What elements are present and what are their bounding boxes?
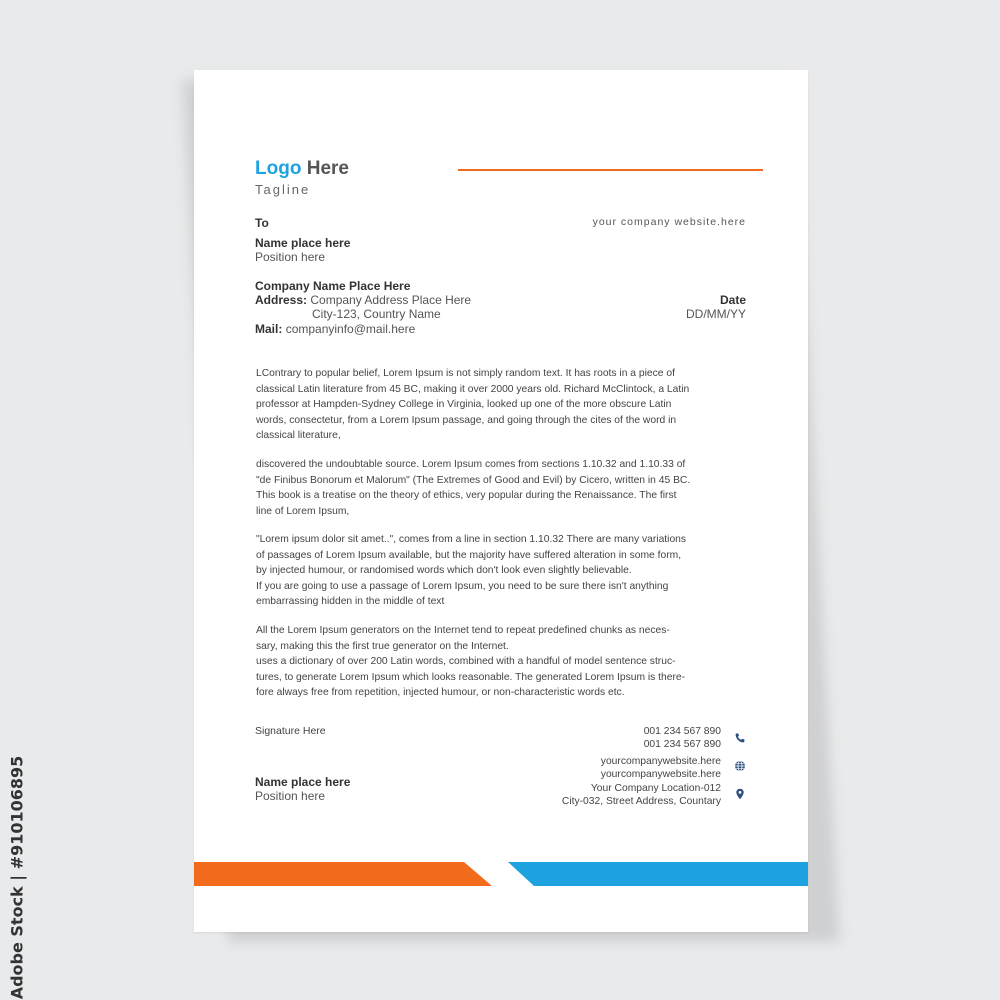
address-line-2: City-123, Country Name [312, 307, 441, 321]
body-line: All the Lorem Ipsum generators on the Internet tend to repeat predefined chunks as neces- [256, 625, 670, 636]
mail-line [255, 322, 415, 336]
body-line: tures, to generate Lorem Ipsum which looks reasonable. The generated Lorem Ipsum is there- [256, 671, 686, 683]
signature-label: Signature Here [255, 725, 326, 737]
logo [255, 158, 349, 180]
body-line: This book is a treatise on the theory of ethics, very popular during the Renaissance. The first [256, 490, 677, 501]
body-paragraph-4 [256, 623, 748, 701]
body-line: classical Latin literature from 45 BC, making it over 2000 years old. Richard McClintock, a Latin [256, 383, 690, 395]
body-line: line of Lorem Ipsum, [256, 505, 350, 517]
footer-orange-band [194, 862, 492, 886]
location-block [562, 782, 721, 808]
body-line: LContrary to popular belief, Lorem Ipsum is not simply random text. It has roots in a piece of [256, 368, 675, 379]
stock-credit [5, 755, 29, 1000]
header-website: your company website.here [592, 216, 746, 228]
body-line: words, consectetur, from a Lorem Ipsum passage, and going through the cites of the word in [256, 414, 677, 426]
stock-credit-text: Adobe Stock | #910106895 [7, 755, 27, 1000]
logo-word-1: Logo [255, 158, 302, 179]
globe-icon [734, 760, 746, 772]
body-paragraph-3 [256, 532, 748, 610]
signatory-name: Name place here [255, 775, 351, 789]
body-line: "de Finibus Bonorum et Malorum" (The Extremes of Good and Evil) by Cicero, written in 45 BC. [256, 474, 691, 486]
tagline: Tagline [255, 182, 311, 197]
body-line: fore always free from repetition, injected humour, or non-characteristic words etc. [256, 687, 625, 698]
to-label: To [255, 216, 269, 230]
website-2: yourcompanywebsite.here [600, 769, 721, 780]
recipient-company: Company Name Place Here [255, 279, 411, 293]
mail-value: companyinfo@mail.here [285, 322, 416, 336]
header-rule [458, 169, 763, 171]
body-line: If you are going to use a passage of Lorem Ipsum, you need to be sure there isn't anything [256, 580, 669, 592]
body-paragraph-1 [256, 366, 748, 444]
location-1: Your Company Location-012 [590, 783, 721, 794]
location-2: City-032, Street Address, Countary [561, 796, 721, 807]
phone-block [644, 725, 721, 751]
web-block [601, 755, 721, 781]
phone-1: 001 234 567 890 [643, 726, 721, 737]
body-paragraph-2 [256, 457, 748, 519]
mail-label: Mail: [255, 322, 283, 336]
website-1: yourcompanywebsite.here [600, 756, 721, 767]
letterhead-page [194, 70, 808, 932]
body-line: classical literature, [256, 430, 341, 441]
address-value-1: Company Address Place Here [310, 293, 472, 307]
recipient-name: Name place here [255, 236, 351, 250]
signatory-position: Position here [255, 789, 326, 803]
body-line: professor at Hampden-Sydney College in Virginia, looked up one of the more obscure Latin [256, 399, 672, 410]
body-line: embarrassing hidden in the middle of text [256, 596, 445, 607]
body-line: of passages of Lorem Ipsum available, but the majority have suffered alteration in some form, [256, 549, 682, 561]
body-line: "Lorem ipsum dolor sit amet..", comes from a line in section 1.10.32 There are many variations [256, 534, 687, 545]
date-label: Date [719, 293, 746, 307]
phone-2: 001 234 567 890 [643, 739, 721, 750]
footer-blue-band [508, 862, 808, 886]
location-pin-icon [734, 788, 746, 800]
body-line: discovered the undoubtable source. Lorem Ipsum comes from sections 1.10.32 and 1.10.33 of [256, 459, 686, 470]
address-label: Address: [255, 293, 308, 307]
logo-word-2: Here [306, 158, 349, 179]
body-line: uses a dictionary of over 200 Latin words, combined with a handful of model sentence struc- [256, 656, 676, 667]
body-line: by injected humour, or randomised words which don't look even slightly believable. [256, 565, 632, 576]
phone-icon [734, 732, 746, 744]
recipient-position: Position here [255, 250, 326, 264]
address-line-1 [255, 293, 471, 307]
body-line: sary, making this the first true generator on the Internet. [256, 640, 509, 652]
date-value: DD/MM/YY [686, 307, 746, 321]
